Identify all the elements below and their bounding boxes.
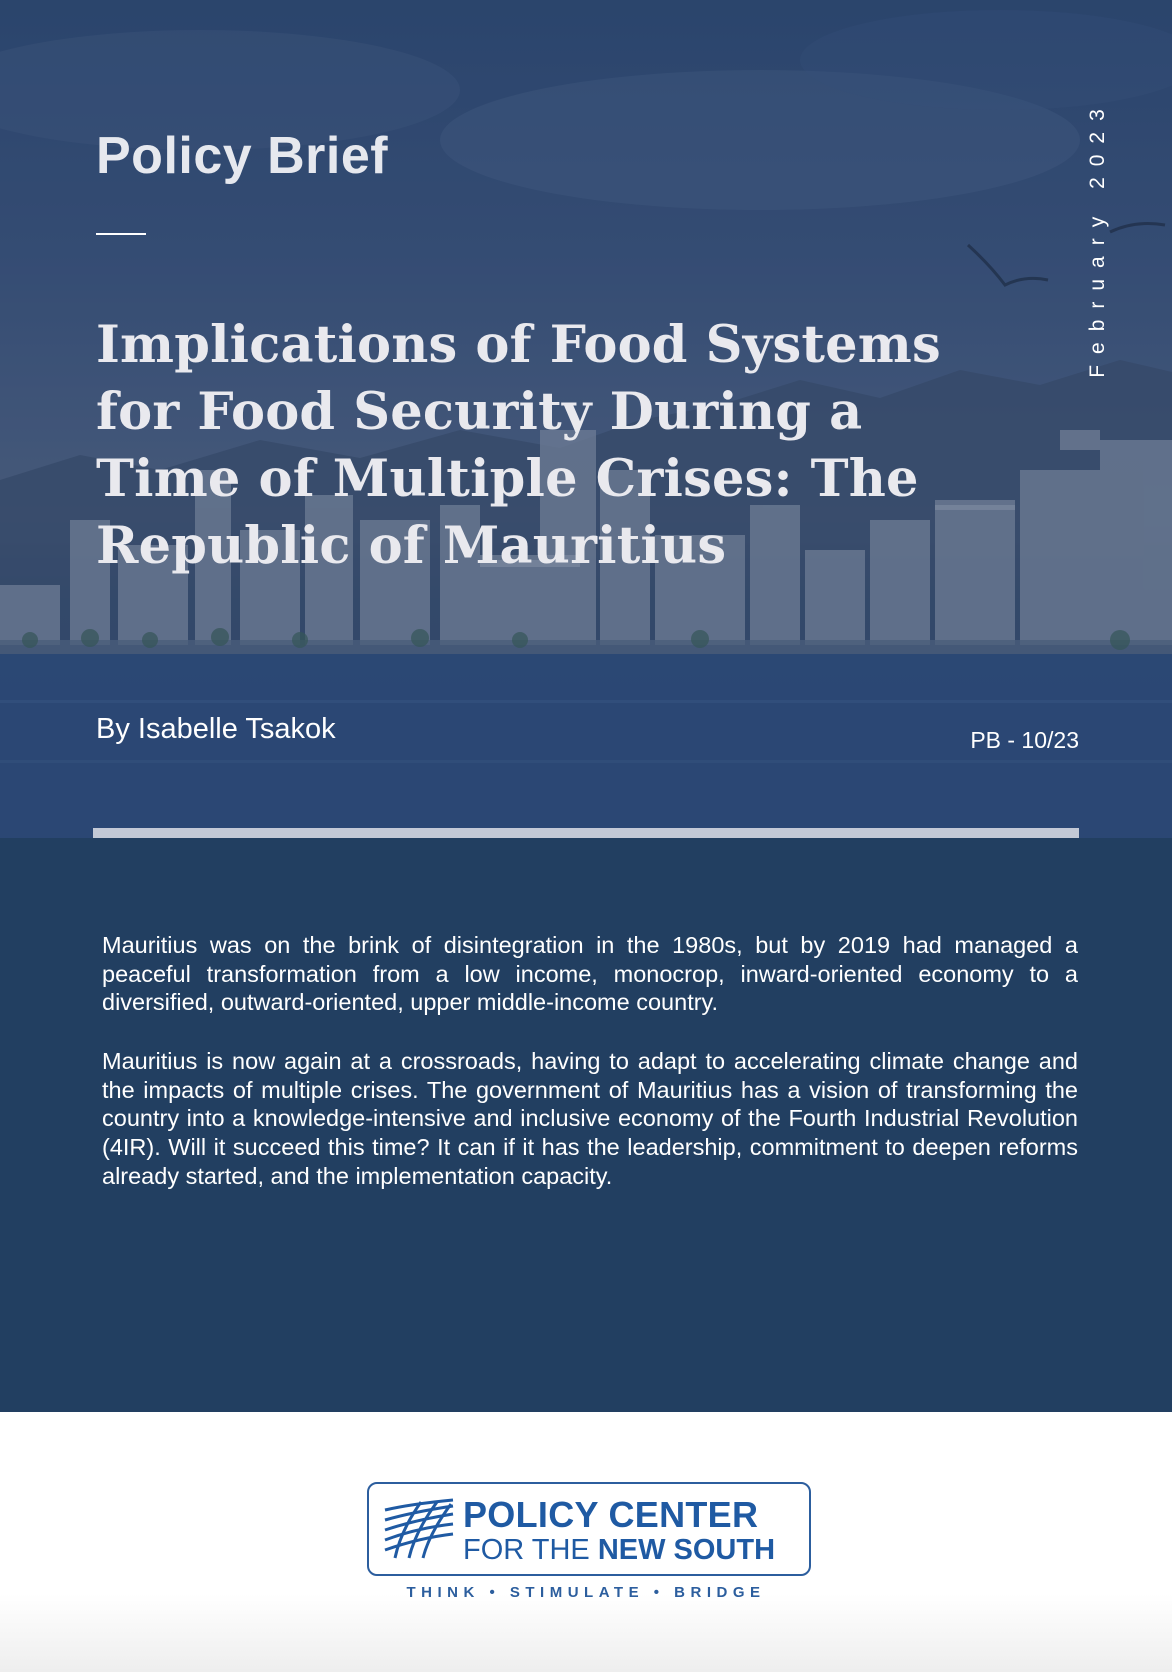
footer <box>0 1412 1172 1672</box>
policy-center-logo <box>367 1482 811 1576</box>
summary-paragraph: Mauritius is now again at a crossroads, having to adapt to accelerating climate change and the impacts of multiple crises. The government of Mauritius has a vision of transforming the country into a knowledge-intensive and inclusive economy of the Fourth Industrial Revolution (4IR). Will it succeed this time? It can if it has the leadership, commitment to deepen reforms already started, and the implementation capacity. <box>102 1048 1078 1189</box>
brief-code: PB - 10/23 <box>970 727 1079 753</box>
summary-paragraph: Mauritius was on the brink of disintegration in the 1980s, but by 2019 had managed a peaceful transformation from a low income, monocrop, inward-oriented economy to a diversified, outward-oriented, upper middle-income country. <box>102 932 1078 1016</box>
title-rule <box>96 233 146 235</box>
brief-label: Policy Brief <box>96 127 389 185</box>
publication-date: February 2023 <box>1086 98 1109 378</box>
tagline: THINK • STIMULATE • BRIDGE <box>406 1584 766 1601</box>
logo-line-1: POLICY CENTER <box>463 1494 759 1535</box>
document-title: Implications of Food Systems for Food Security During a Time of Multiple Crises: The Republic of Mauritius <box>96 315 941 576</box>
logo-line-2-bold: NEW SOUTH <box>597 1534 776 1566</box>
summary-section <box>0 838 1172 1412</box>
author-line: By Isabelle Tsakok <box>96 713 336 745</box>
policy-center-logo-mark <box>381 1496 457 1562</box>
logo-line-2-prefix: FOR THE <box>463 1534 598 1566</box>
logo-line-2 <box>463 1534 775 1567</box>
